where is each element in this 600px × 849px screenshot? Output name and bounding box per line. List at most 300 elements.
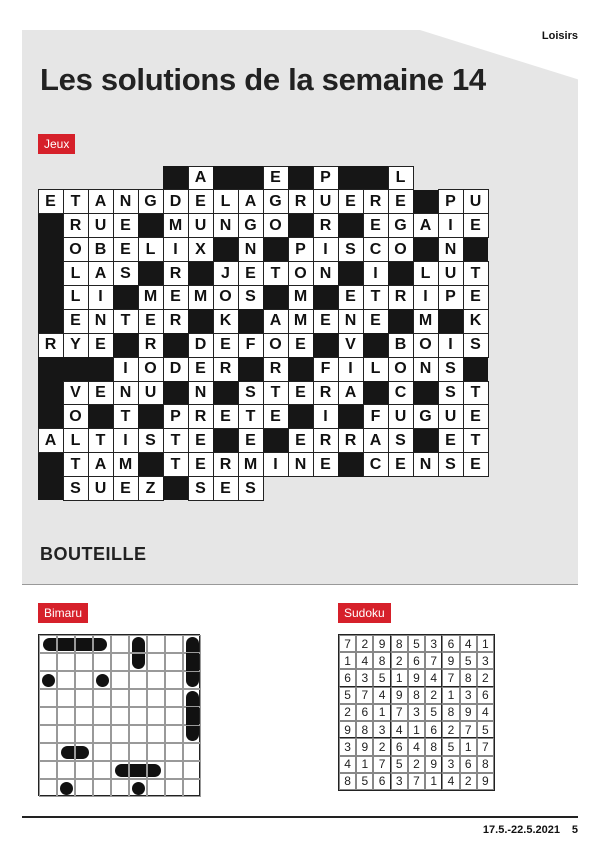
bimaru-cell: [57, 779, 75, 797]
crossword-black-cell: [138, 214, 163, 238]
sudoku-cell: 1: [460, 738, 477, 755]
crossword-black-cell: [363, 166, 388, 190]
bimaru-cell: [111, 671, 129, 689]
crossword-empty: [388, 477, 413, 501]
crossword-letter-cell: R: [138, 333, 164, 358]
bimaru-cell: [147, 689, 165, 707]
crossword-letter-cell: S: [438, 357, 464, 382]
crossword-letter-cell: E: [263, 166, 289, 191]
crossword-letter-cell: O: [63, 404, 89, 429]
crossword-black-cell: [238, 309, 263, 333]
crossword-letter-cell: Z: [138, 476, 164, 501]
crossword-letter-cell: M: [288, 285, 314, 310]
bimaru-cell: [75, 707, 93, 725]
sudoku-cell: 1: [373, 704, 390, 721]
crossword-black-cell: [238, 166, 263, 190]
crossword-letter-cell: D: [163, 189, 189, 214]
sudoku-cell: 7: [373, 756, 390, 773]
crossword-letter-cell: I: [163, 237, 189, 262]
crossword-letter-cell: U: [88, 476, 114, 501]
crossword-empty: [463, 477, 488, 501]
bimaru-cell: [129, 761, 147, 779]
bimaru-cell: [93, 761, 111, 779]
ship-segment: [94, 638, 107, 651]
bimaru-cell: [39, 635, 57, 653]
crossword-letter-cell: E: [363, 309, 389, 334]
bimaru-cell: [39, 707, 57, 725]
sudoku-cell: 4: [460, 635, 477, 652]
sudoku-cell: 3: [373, 721, 390, 738]
sudoku-cell: 7: [460, 721, 477, 738]
crossword-letter-cell: K: [463, 309, 489, 334]
bimaru-cell: [57, 653, 75, 671]
crossword-letter-cell: E: [338, 285, 364, 310]
crossword-letter-cell: G: [238, 213, 264, 238]
sudoku-cell: 2: [460, 773, 477, 790]
bimaru-cell: [111, 743, 129, 761]
sudoku-cell: 5: [339, 687, 356, 704]
bimaru-cell: [147, 743, 165, 761]
crossword-letter-cell: A: [263, 309, 289, 334]
bimaru-cell: [183, 761, 201, 779]
sudoku-cell: 9: [442, 652, 459, 669]
bimaru-cell: [75, 725, 93, 743]
crossword-letter-cell: E: [388, 189, 414, 214]
bimaru-cell: [111, 635, 129, 653]
crossword-letter-cell: E: [213, 333, 239, 358]
crossword-letter-cell: L: [63, 285, 89, 310]
sudoku-cell: 5: [356, 773, 373, 790]
sudoku-cell: 9: [425, 756, 442, 773]
crossword-black-cell: [388, 262, 413, 286]
sudoku-cell: 8: [391, 635, 408, 652]
crossword-black-cell: [38, 477, 63, 501]
sudoku-cell: 9: [356, 738, 373, 755]
crossword-black-cell: [88, 357, 113, 381]
bimaru-cell: [129, 689, 147, 707]
crossword-letter-cell: S: [188, 476, 214, 501]
bimaru-cell: [111, 689, 129, 707]
sudoku-cell: 3: [460, 687, 477, 704]
sudoku-cell: 2: [356, 635, 373, 652]
crossword-letter-cell: R: [313, 428, 339, 453]
crossword-letter-cell: E: [288, 333, 314, 358]
crossword-letter-cell: R: [163, 261, 189, 286]
crossword-letter-cell: E: [63, 309, 89, 334]
sudoku-cell: 4: [408, 738, 425, 755]
crossword-letter-cell: O: [63, 237, 89, 262]
crossword-letter-cell: L: [388, 166, 414, 191]
crossword-black-cell: [38, 357, 63, 381]
bimaru-grid: [38, 634, 200, 796]
crossword-letter-cell: T: [113, 309, 139, 334]
crossword-letter-cell: O: [388, 357, 414, 382]
crossword-black-cell: [163, 333, 188, 357]
bimaru-cell: [57, 761, 75, 779]
crossword-letter-cell: S: [238, 476, 264, 501]
crossword-letter-cell: E: [313, 309, 339, 334]
sudoku-grid: [338, 634, 495, 791]
bimaru-cell: [147, 707, 165, 725]
crossword-letter-cell: R: [388, 285, 414, 310]
sudoku-cell: 3: [408, 704, 425, 721]
crossword-letter-cell: R: [338, 428, 364, 453]
crossword-letter-cell: P: [163, 404, 189, 429]
sudoku-cell: 9: [339, 721, 356, 738]
bimaru-cell: [93, 779, 111, 797]
sudoku-cell: 6: [391, 738, 408, 755]
crossword-letter-cell: E: [288, 428, 314, 453]
crossword-letter-cell: E: [463, 285, 489, 310]
crossword-letter-cell: U: [388, 404, 414, 429]
crossword-letter-cell: C: [363, 452, 389, 477]
crossword-black-cell: [63, 357, 88, 381]
sudoku-cell: 7: [408, 773, 425, 790]
crossword-letter-cell: S: [63, 476, 89, 501]
crossword-letter-cell: M: [138, 285, 164, 310]
crossword-letter-cell: G: [263, 189, 289, 214]
crossword-black-cell: [438, 309, 463, 333]
crossword-letter-cell: S: [438, 381, 464, 406]
crossword-letter-cell: S: [463, 333, 489, 358]
ship-segment: [43, 638, 56, 651]
ship-segment: [186, 707, 199, 725]
crossword-letter-cell: U: [88, 213, 114, 238]
sudoku-cell: 1: [391, 669, 408, 686]
bimaru-cell: [183, 707, 201, 725]
crossword-black-cell: [413, 190, 438, 214]
crossword-letter-cell: E: [463, 213, 489, 238]
crossword-black-cell: [113, 333, 138, 357]
sudoku-cell: 8: [477, 756, 494, 773]
crossword-letter-cell: B: [88, 237, 114, 262]
bimaru-cell: [129, 743, 147, 761]
crossword-empty: [338, 477, 363, 501]
bimaru-cell: [183, 653, 201, 671]
crossword-letter-cell: K: [213, 309, 239, 334]
crossword-empty: [463, 166, 488, 190]
crossword-black-cell: [263, 238, 288, 262]
crossword-letter-cell: R: [213, 452, 239, 477]
sudoku-cell: 3: [442, 756, 459, 773]
sudoku-cell: 7: [442, 669, 459, 686]
crossword-letter-cell: E: [188, 452, 214, 477]
sudoku-cell: 8: [442, 704, 459, 721]
crossword-black-cell: [213, 238, 238, 262]
crossword-letter-cell: L: [363, 357, 389, 382]
crossword-letter-cell: U: [438, 261, 464, 286]
crossword-black-cell: [188, 309, 213, 333]
crossword-empty: [138, 166, 163, 190]
crossword-letter-cell: T: [63, 452, 89, 477]
ship-segment: [186, 691, 199, 706]
crossword-letter-cell: P: [438, 285, 464, 310]
bimaru-cell: [75, 689, 93, 707]
sudoku-cell: 5: [477, 721, 494, 738]
crossword-letter-cell: E: [463, 452, 489, 477]
crossword-empty: [413, 477, 438, 501]
bimaru-cell: [147, 671, 165, 689]
crossword-letter-cell: I: [313, 404, 339, 429]
crossword-letter-cell: J: [213, 261, 239, 286]
sudoku-cell: 4: [356, 652, 373, 669]
crossword-black-cell: [338, 166, 363, 190]
bimaru-cell: [147, 635, 165, 653]
crossword-letter-cell: A: [338, 381, 364, 406]
crossword-letter-cell: T: [113, 404, 139, 429]
crossword-black-cell: [388, 309, 413, 333]
bimaru-cell: [183, 743, 201, 761]
crossword-empty: [363, 477, 388, 501]
crossword-empty: [113, 166, 138, 190]
crossword-letter-cell: N: [313, 261, 339, 286]
crossword-black-cell: [38, 381, 63, 405]
bimaru-cell: [165, 689, 183, 707]
bimaru-cell: [75, 743, 93, 761]
bimaru-cell: [183, 689, 201, 707]
sudoku-cell: 8: [425, 738, 442, 755]
crossword-letter-cell: E: [88, 381, 114, 406]
sudoku-cell: 5: [373, 669, 390, 686]
ship-segment: [186, 726, 199, 741]
ship-segment: [42, 674, 55, 687]
sudoku-cell: 4: [425, 669, 442, 686]
sudoku-cell: 7: [477, 738, 494, 755]
bimaru-cell: [93, 653, 111, 671]
bimaru-cell: [93, 689, 111, 707]
crossword-black-cell: [288, 214, 313, 238]
crossword-letter-cell: U: [438, 404, 464, 429]
crossword-black-cell: [163, 381, 188, 405]
crossword-black-cell: [463, 238, 488, 262]
crossword-black-cell: [288, 405, 313, 429]
crossword-letter-cell: T: [463, 381, 489, 406]
bimaru-cell: [129, 725, 147, 743]
crossword-letter-cell: E: [213, 404, 239, 429]
sudoku-cell: 8: [339, 773, 356, 790]
sudoku-cell: 6: [339, 669, 356, 686]
bimaru-cell: [93, 725, 111, 743]
bimaru-cell: [129, 671, 147, 689]
sudoku-cell: 6: [356, 704, 373, 721]
bimaru-cell: [165, 725, 183, 743]
crossword-black-cell: [88, 405, 113, 429]
bimaru-cell: [57, 743, 75, 761]
sudoku-cell: 5: [408, 635, 425, 652]
crossword-black-cell: [38, 309, 63, 333]
crossword-letter-cell: S: [338, 237, 364, 262]
crossword-letter-cell: I: [363, 261, 389, 286]
bimaru-cell: [147, 779, 165, 797]
ship-segment: [186, 653, 199, 671]
bimaru-cell: [129, 779, 147, 797]
crossword-letter-cell: O: [263, 333, 289, 358]
sudoku-cell: 1: [477, 635, 494, 652]
sudoku-cell: 6: [373, 773, 390, 790]
sudoku-cell: 1: [442, 687, 459, 704]
crossword-letter-cell: T: [263, 261, 289, 286]
crossword-letter-cell: N: [113, 189, 139, 214]
crossword-letter-cell: T: [163, 452, 189, 477]
crossword-letter-cell: L: [213, 189, 239, 214]
crossword-letter-cell: I: [88, 285, 114, 310]
crossword-letter-cell: R: [288, 189, 314, 214]
ship-segment: [76, 746, 89, 759]
crossword-letter-cell: U: [463, 189, 489, 214]
crossword-letter-cell: E: [113, 237, 139, 262]
crossword-letter-cell: X: [188, 237, 214, 262]
crossword-empty: [38, 166, 63, 190]
crossword-letter-cell: A: [238, 189, 264, 214]
sudoku-cell: 1: [339, 652, 356, 669]
crossword-empty: [88, 166, 113, 190]
crossword-letter-cell: R: [213, 357, 239, 382]
ship-segment: [132, 782, 145, 795]
crossword-letter-cell: L: [63, 428, 89, 453]
crossword-letter-cell: N: [88, 309, 114, 334]
bimaru-cell: [39, 761, 57, 779]
crossword-letter-cell: N: [213, 213, 239, 238]
sudoku-cell: 3: [425, 635, 442, 652]
bimaru-cell: [39, 743, 57, 761]
crossword-letter-cell: Y: [63, 333, 89, 358]
crossword-answer: BOUTEILLE: [40, 544, 147, 564]
crossword-letter-cell: U: [138, 381, 164, 406]
crossword-grid: [38, 166, 488, 524]
bimaru-cell: [165, 743, 183, 761]
bimaru-cell: [39, 653, 57, 671]
crossword-black-cell: [413, 238, 438, 262]
ship-segment: [58, 638, 74, 651]
crossword-letter-cell: B: [388, 333, 414, 358]
crossword-black-cell: [213, 166, 238, 190]
crossword-letter-cell: D: [163, 357, 189, 382]
sudoku-cell: 2: [391, 652, 408, 669]
crossword-black-cell: [38, 453, 63, 477]
crossword-black-cell: [338, 214, 363, 238]
ship-segment: [148, 764, 161, 777]
bimaru-cell: [183, 725, 201, 743]
bimaru-cell: [93, 743, 111, 761]
crossword-letter-cell: N: [413, 357, 439, 382]
crossword-letter-cell: E: [313, 452, 339, 477]
ship-segment: [60, 782, 73, 795]
crossword-letter-cell: M: [413, 309, 439, 334]
sudoku-cell: 5: [460, 652, 477, 669]
crossword-letter-cell: L: [63, 261, 89, 286]
section-label: Loisirs: [541, 30, 578, 42]
page-number: 5: [571, 824, 578, 836]
crossword-black-cell: [238, 357, 263, 381]
footer-rule: [22, 816, 578, 818]
bimaru-cell: [57, 725, 75, 743]
crossword-letter-cell: I: [338, 357, 364, 382]
bimaru-cell: [129, 707, 147, 725]
bimaru-cell: [165, 761, 183, 779]
crossword-letter-cell: S: [138, 428, 164, 453]
jeux-tag: Jeux: [38, 134, 75, 154]
crossword-letter-cell: M: [188, 285, 214, 310]
crossword-letter-cell: O: [288, 261, 314, 286]
crossword-letter-cell: E: [38, 189, 64, 214]
crossword-letter-cell: N: [238, 237, 264, 262]
crossword-letter-cell: E: [288, 381, 314, 406]
crossword-black-cell: [288, 166, 313, 190]
bimaru-cell: [111, 653, 129, 671]
crossword-letter-cell: I: [313, 237, 339, 262]
crossword-letter-cell: F: [363, 404, 389, 429]
crossword-letter-cell: I: [413, 285, 439, 310]
ship-segment: [186, 637, 199, 652]
crossword-letter-cell: E: [238, 261, 264, 286]
crossword-letter-cell: R: [63, 213, 89, 238]
crossword-letter-cell: R: [38, 333, 64, 358]
sudoku-cell: 1: [356, 756, 373, 773]
sudoku-cell: 6: [442, 635, 459, 652]
bimaru-cell: [39, 779, 57, 797]
crossword-letter-cell: T: [63, 189, 89, 214]
crossword-black-cell: [463, 357, 488, 381]
crossword-black-cell: [363, 381, 388, 405]
crossword-letter-cell: A: [88, 261, 114, 286]
page-title: Les solutions de la semaine 14: [40, 62, 486, 97]
crossword-letter-cell: E: [88, 333, 114, 358]
sudoku-cell: 1: [408, 721, 425, 738]
crossword-letter-cell: G: [413, 404, 439, 429]
bimaru-cell: [39, 671, 57, 689]
sudoku-cell: 4: [442, 773, 459, 790]
crossword-letter-cell: E: [188, 428, 214, 453]
sudoku-cell: 1: [425, 773, 442, 790]
crossword-letter-cell: I: [113, 428, 139, 453]
sudoku-cell: 2: [425, 687, 442, 704]
bimaru-cell: [165, 779, 183, 797]
bimaru-cell: [165, 653, 183, 671]
bimaru-cell: [183, 635, 201, 653]
crossword-letter-cell: S: [438, 452, 464, 477]
crossword-letter-cell: M: [238, 452, 264, 477]
crossword-black-cell: [413, 429, 438, 453]
sudoku-cell: 5: [442, 738, 459, 755]
crossword-letter-cell: O: [388, 237, 414, 262]
crossword-letter-cell: S: [113, 261, 139, 286]
crossword-letter-cell: C: [388, 381, 414, 406]
sudoku-cell: 9: [408, 669, 425, 686]
crossword-empty: [288, 477, 313, 501]
crossword-letter-cell: O: [413, 333, 439, 358]
crossword-letter-cell: E: [138, 309, 164, 334]
ship-segment: [132, 637, 145, 652]
crossword-letter-cell: T: [263, 381, 289, 406]
crossword-letter-cell: E: [263, 404, 289, 429]
bimaru-cell: [57, 671, 75, 689]
bimaru-cell: [165, 635, 183, 653]
crossword-letter-cell: F: [313, 357, 339, 382]
bimaru-cell: [129, 653, 147, 671]
crossword-letter-cell: N: [438, 237, 464, 262]
sudoku-cell: 2: [408, 756, 425, 773]
bimaru-cell: [147, 653, 165, 671]
crossword-empty: [438, 166, 463, 190]
ship-segment: [186, 672, 199, 687]
crossword-black-cell: [38, 262, 63, 286]
crossword-black-cell: [213, 429, 238, 453]
crossword-black-cell: [263, 285, 288, 309]
crossword-letter-cell: I: [438, 213, 464, 238]
crossword-letter-cell: E: [163, 285, 189, 310]
sudoku-cell: 3: [339, 738, 356, 755]
bimaru-cell: [183, 671, 201, 689]
